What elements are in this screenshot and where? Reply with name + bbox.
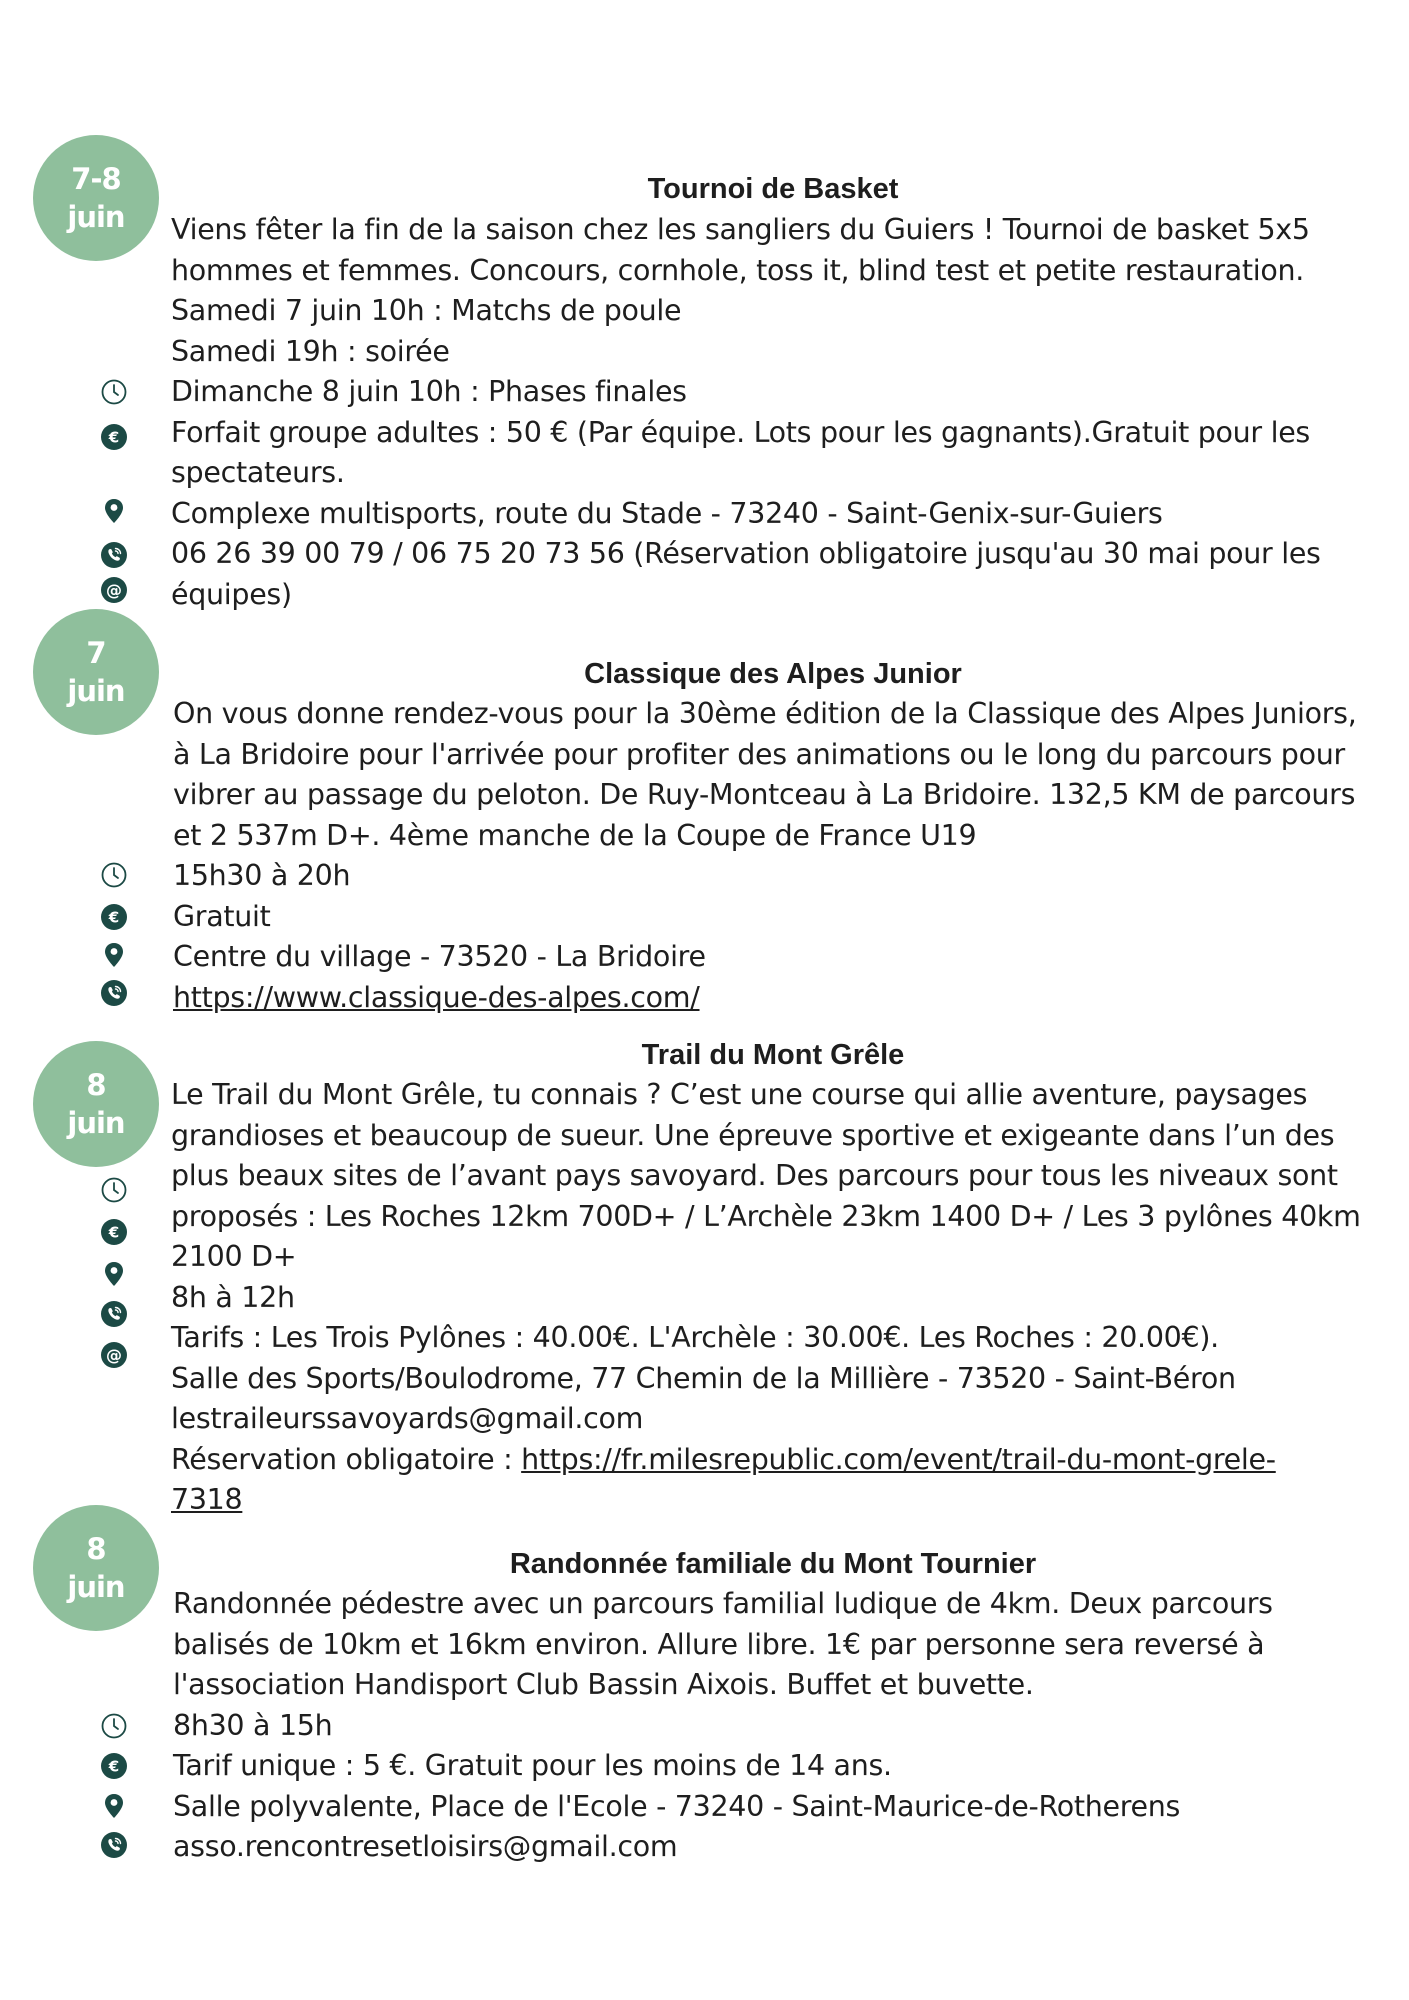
- event-description: [173, 694, 1409, 1018]
- event-title: Randonnée familiale du Mont Tournier: [509, 1548, 1037, 1580]
- date-badge: [33, 1505, 159, 1631]
- reservation-link[interactable]: https://fr.milesrepublic.com/event/trail-du-mont-grele-: [521, 1442, 1276, 1476]
- euro-icon: [100, 903, 128, 931]
- euro-icon: [100, 1752, 128, 1780]
- price-text: spectateurs.: [171, 456, 345, 489]
- date-days: 7: [86, 636, 106, 670]
- text-line: plus beaux sites de l’avant pays savoyard. Des parcours pour tous les niveaux sont: [171, 1159, 1338, 1192]
- at-icon: [100, 576, 128, 604]
- date-badge: [33, 609, 159, 735]
- schedule-text: 8h à 12h: [171, 1280, 295, 1314]
- location-pin-icon: [100, 941, 128, 969]
- address-text: Centre du village - 73520 - La Bridoire: [173, 940, 706, 973]
- price-text: Gratuit: [173, 899, 271, 933]
- event-description: [171, 210, 1409, 615]
- email-text: asso.rencontresetloisirs@gmail.com: [173, 1830, 678, 1863]
- text-line: l'association Handisport Club Bassin Aixois. Buffet et buvette.: [173, 1668, 1034, 1701]
- text-line: proposés : Les Roches 12km 700D+ / L’Archèle 23km 1400 D+ / Les 3 pylônes 40km: [171, 1199, 1361, 1233]
- at-icon: [100, 1341, 128, 1369]
- text-line: Samedi 7 juin 10h : Matchs de poule: [171, 294, 682, 327]
- date-month: juin: [67, 1106, 125, 1140]
- text-line: Randonnée pédestre avec un parcours familial ludique de 4km. Deux parcours: [173, 1587, 1273, 1620]
- text-line: Viens fêter la fin de la saison chez les sangliers du Guiers ! Tournoi de basket 5x5: [171, 213, 1310, 246]
- address-text: Complexe multisports, route du Stade - 73240 - Saint-Genix-sur-Guiers: [171, 496, 1163, 530]
- reservation-line: [171, 1440, 1409, 1481]
- schedule-text: 8h30 à 15h: [173, 1708, 333, 1742]
- event-description: [173, 1584, 1409, 1868]
- location-pin-icon: [100, 497, 128, 525]
- address-text: Salle des Sports/Boulodrome, 77 Chemin de la Millière - 73520 - Saint-Béron: [171, 1361, 1236, 1395]
- phone-text: 06 26 39 00 79 / 06 75 20 73 56 (Réservation obligatoire jusqu'au 30 mai pour les: [171, 537, 1321, 570]
- text-line: vibrer au passage du peloton. De Ruy-Montceau à La Bridoire. 132,5 KM de parcours: [173, 778, 1356, 811]
- date-days: 8: [86, 1068, 106, 1102]
- date-month: juin: [67, 200, 125, 234]
- date-badge: [33, 1041, 159, 1167]
- euro-icon: [100, 1218, 128, 1246]
- phone-icon: [100, 1300, 128, 1328]
- text-line: Le Trail du Mont Grêle, tu connais ? C’est une course qui allie aventure, paysages: [171, 1078, 1308, 1111]
- website-link[interactable]: https://www.classique-des-alpes.com/: [173, 980, 700, 1014]
- phone-icon: [100, 1831, 128, 1859]
- address-text: Salle polyvalente, Place de l'Ecole - 73240 - Saint-Maurice-de-Rotherens: [173, 1789, 1181, 1823]
- date-month: juin: [67, 1570, 125, 1604]
- euro-icon: [100, 423, 128, 451]
- price-text: Tarif unique : 5 €. Gratuit pour les moins de 14 ans.: [173, 1749, 892, 1782]
- price-text: Forfait groupe adultes : 50 € (Par équipe. Lots pour les gagnants).Gratuit pour les: [171, 415, 1310, 449]
- location-pin-icon: [100, 1792, 128, 1820]
- phone-icon: [100, 979, 128, 1007]
- date-days: 8: [86, 1532, 106, 1566]
- text-line: On vous donne rendez-vous pour la 30ème édition de la Classique des Alpes Juniors,: [173, 697, 1357, 730]
- event-title: Trail du Mont Grêle: [641, 1039, 905, 1071]
- text-line: hommes et femmes. Concours, cornhole, toss it, blind test et petite restauration.: [171, 253, 1305, 287]
- text-line: Samedi 19h : soirée: [171, 334, 450, 368]
- schedule-text: 15h30 à 20h: [173, 859, 351, 892]
- location-pin-icon: [100, 1260, 128, 1288]
- date-badge: [33, 135, 159, 261]
- text-line: balisés de 10km et 16km environ. Allure libre. 1€ par personne sera reversé à: [173, 1627, 1265, 1661]
- clock-icon: [100, 378, 128, 406]
- text-line: à La Bridoire pour l'arrivée pour profiter des animations ou le long du parcours pour: [173, 737, 1345, 771]
- date-days: 7-8: [71, 162, 121, 196]
- date-month: juin: [67, 674, 125, 708]
- event-title: Tournoi de Basket: [647, 173, 899, 205]
- text-line: grandioses et beaucoup de sueur. Une épreuve sportive et exigeante dans l’un des: [171, 1118, 1335, 1152]
- reservation-label: Réservation obligatoire :: [171, 1442, 522, 1476]
- phone-text: équipes): [171, 577, 292, 611]
- event-description: [171, 1075, 1409, 1521]
- text-line: et 2 537m D+. 4ème manche de la Coupe de France U19: [173, 818, 977, 852]
- phone-icon: [100, 541, 128, 569]
- clock-icon: [100, 1176, 128, 1204]
- email-text: lestraileurssavoyards@gmail.com: [171, 1402, 644, 1435]
- reservation-link-continued[interactable]: 7318: [171, 1483, 243, 1516]
- text-line: 2100 D+: [171, 1240, 297, 1273]
- price-text: Tarifs : Les Trois Pylônes : 40.00€. L'Archèle : 30.00€. Les Roches : 20.00€).: [171, 1321, 1219, 1354]
- event-title: Classique des Alpes Junior: [584, 658, 962, 690]
- clock-icon: [100, 1712, 128, 1740]
- schedule-text: Dimanche 8 juin 10h : Phases finales: [171, 375, 687, 408]
- clock-icon: [100, 861, 128, 889]
